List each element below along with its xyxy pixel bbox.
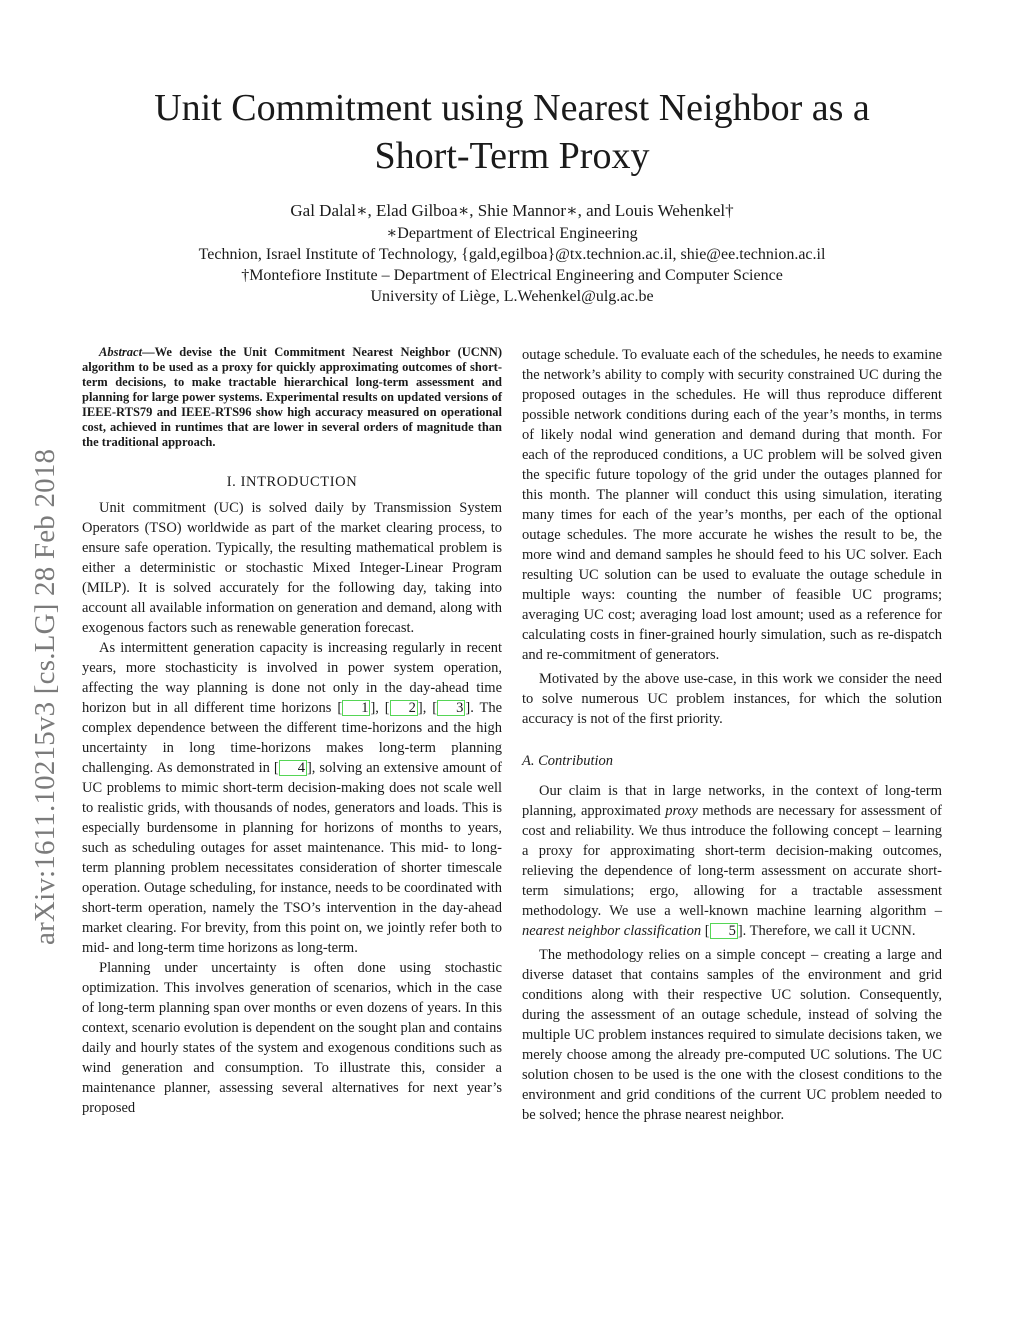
proxy-emphasis: proxy — [665, 803, 698, 819]
citation-link-1[interactable]: 1 — [342, 700, 370, 716]
contribution-paragraph-1-part-b: methods are necessary for assessment of cost and reliability. We thus introduce the following concept – learning a proxy for approximating short-term decision-making outcomes, relieving the dependence of long-term assessment on accurate short-term simulations; ergo, allowing for a tractable assessment methodology. We use a well-known machine learning algorithm – — [522, 803, 942, 919]
right-paragraph-1: outage schedule. To evaluate each of the schedules, he needs to examine the network’s ability to comply with security constrained UC during the proposed outages in the schedules. He will thus reproduce different possible network conditions during each of the year’s months, in terms of likely nodal wind generation and demand during that month. For each of the reproduced conditions, a UC problem will be solved given the specific future topology of the grid under the outages planned for this month. The planner will conduct this using simulation, iterating many times for each of the year’s months, per each of the optional outage schedules. The more accurate he wishes the result to be, the more wind and demand samples he should feed to his UC solver. Each resulting UC solution can be used to evaluate the outage schedule in multiple ways: counting the number of feasible UC programs; averaging UC cost; averaging load lost amount; used as a reference for calculating costs in finer-grained hourly simulation, such as re-dispatch and re-commitment of generators. — [522, 347, 942, 663]
section-heading-introduction: I. INTRODUCTION — [226, 474, 358, 490]
abstract-label: Abstract — [99, 345, 143, 359]
contribution-paragraph-1-part-d: . Therefore, we call it UCNN. — [742, 923, 916, 939]
title-line-1: Unit Commitment using Nearest Neighbor as a — [154, 87, 870, 129]
intro-paragraph-3: Planning under uncertainty is often done using stochastic optimization. This involves generation of scenarios, which in the case of long-term planning span over months or even dozens of years. In this context, scenario evolution is dependent on the sought plan and contains daily and hourly states of the system and exogenous conditions such as wind generation and consumption. To illustrate this, consider a maintenance planner, assessing several alternatives for next year’s proposed — [82, 960, 502, 1116]
contribution-paragraph-2: The methodology relies on a simple concept – creating a large and diverse dataset that contains samples of the environment and grid conditions along with their respective UC solution. Consequently, during the assessment of an outage schedule, instead of solving the multiple UC problem instances required to simulate decisions taken, we merely choose among the already pre-computed UC solutions. The UC solution chosen to be used is the one with the closest conditions to the environment and grid conditions of the current UC problem needed to be solved; hence the phrase nearest neighbor. — [522, 947, 942, 1123]
intro-paragraph-1: Unit commitment (UC) is solved daily by Transmission System Operators (TSO) worldwide as part of the market clearing process, to ensure safe operation. Typically, the resulting mathematical problem is either a deterministic or stochastic Mixed Integer-Linear Program (MILP). It is solved accurately for the following day, taking into account all available information on generation and demand, along with exogenous factors such as renewable generation forecast. — [82, 500, 502, 636]
title-line-2: Short-Term Proxy — [374, 135, 650, 177]
paper-title — [0, 84, 1024, 180]
citation-link-3[interactable]: 3 — [437, 700, 465, 716]
subsection-heading-contribution: A. Contribution — [522, 753, 614, 769]
left-column — [82, 345, 502, 1118]
affiliation-line-4: University of Liège, L.Wehenkel@ulg.ac.be — [370, 288, 654, 305]
arxiv-identifier-stamp — [25, 355, 65, 945]
intro-paragraph-2-part-b: . The complex dependence between the different time-horizons and the high uncertainty in long time-horizons makes long-term planning challenging. As demonstrated in — [82, 700, 503, 776]
contribution-paragraph-1: Our claim is that in large networks, in the context of long-term planning, approximated proxy methods are necessary for assessment of cost and reliability. We thus introduce the following concept – learning a proxy for approximating short-term decision-making outcomes, relieving the dependence of long-term assessment on accurate short-term simulations; ergo, allowing for a tractable assessment methodology. We use a well-known machine learning algorithm – nearest neighbor classification [ 5 ]. Therefore, we call it UCNN. — [522, 783, 942, 939]
nearest-neighbor-emphasis: nearest neighbor classification — [522, 923, 702, 939]
citation-link-2[interactable]: 2 — [390, 700, 418, 716]
abstract-text: —We devise the Unit Commitment Nearest Neighbor (UCNN) algorithm to be used as a proxy for quickly approximating outcomes of short-term decisions, to make tractable hierarchical long-term assessment and planning for large power systems. Experimental results on updated versions of IEEE-RTS79 and IEEE-RTS96 show high accuracy measured on operational cost, achieved in runtimes that are lower in several orders of magnitude than the traditional approach. — [82, 345, 502, 449]
author-block — [0, 200, 1024, 307]
right-paragraph-2: Motivated by the above use-case, in this work we consider the need to solve numerous UC problem instances, for which the solution accuracy is not of the first priority. — [522, 671, 942, 727]
arxiv-identifier-text: arXiv:1611.10215v3 [cs.LG] 28 Feb 2018 — [29, 448, 61, 945]
author-names: Gal Dalal∗, Elad Gilboa∗, Shie Mannor∗, and Louis Wehenkel† — [290, 201, 734, 220]
citation-link-4[interactable]: 4 — [279, 760, 307, 776]
affiliation-line-2: Technion, Israel Institute of Technology, {gald,egilboa}@tx.technion.ac.il, shie@ee.technion.ac.il — [198, 246, 826, 263]
right-column — [522, 345, 942, 1125]
affiliation-line-1: ∗Department of Electrical Engineering — [386, 225, 638, 242]
contribution-paragraph-1-part-a: Our claim is that in large networks, in the context of long-term planning, approximated — [522, 783, 942, 819]
intro-paragraph-2-part-a: As intermittent generation capacity is increasing regularly in recent years, more stochasticity is involved in power system operation, affecting the way planning is done not only in the day-ahead time horizon but in all different time horizons — [82, 640, 502, 716]
intro-paragraph-2-part-c: , solving an extensive amount of UC problems to mimic short-term decision-making does not scale well to realistic grids, with thousands of nodes, generators and loads. This is especially burdensome in planning for horizons of months to years, such as scheduling outages for asset maintenance. This mid- to long-term planning problem necessitates consideration of shorter timescale operation. Outage scheduling, for instance, needs to be coordinated with short-term operation, namely the TSO’s intervention in the day-ahead market clearing. For brevity, from this point on, we jointly refer both to mid- and long-term time horizons as long-term. — [82, 760, 502, 956]
citation-link-5[interactable]: 5 — [710, 923, 738, 939]
abstract — [82, 345, 502, 450]
affiliation-line-3: †Montefiore Institute – Department of Electrical Engineering and Computer Science — [241, 267, 783, 284]
intro-paragraph-2: As intermittent generation capacity is increasing regularly in recent years, more stochasticity is involved in power system operation, affecting the way planning is done not only in the day-ahead time horizon but in all different time horizons [ 1 ], [ 2 ], [ 3 ]. The complex dependence between the different time-horizons and the high uncertainty in long time-horizons makes long-term planning challenging. As demonstrated in [ 4 ], solving an extensive amount of UC problems to mimic short-term decision-making does not scale well to realistic grids, with thousands of nodes, generators and loads. This is especially burdensome in planning for horizons of months to years, such as scheduling outages for asset maintenance. This mid- to long-term planning problem necessitates consideration of shorter timescale operation. Outage scheduling, for instance, needs to be coordinated with short-term operation, namely the TSO’s intervention in the day-ahead market clearing. For brevity, from this point on, we jointly refer both to mid- and long-term time horizons as long-term. — [82, 640, 503, 956]
